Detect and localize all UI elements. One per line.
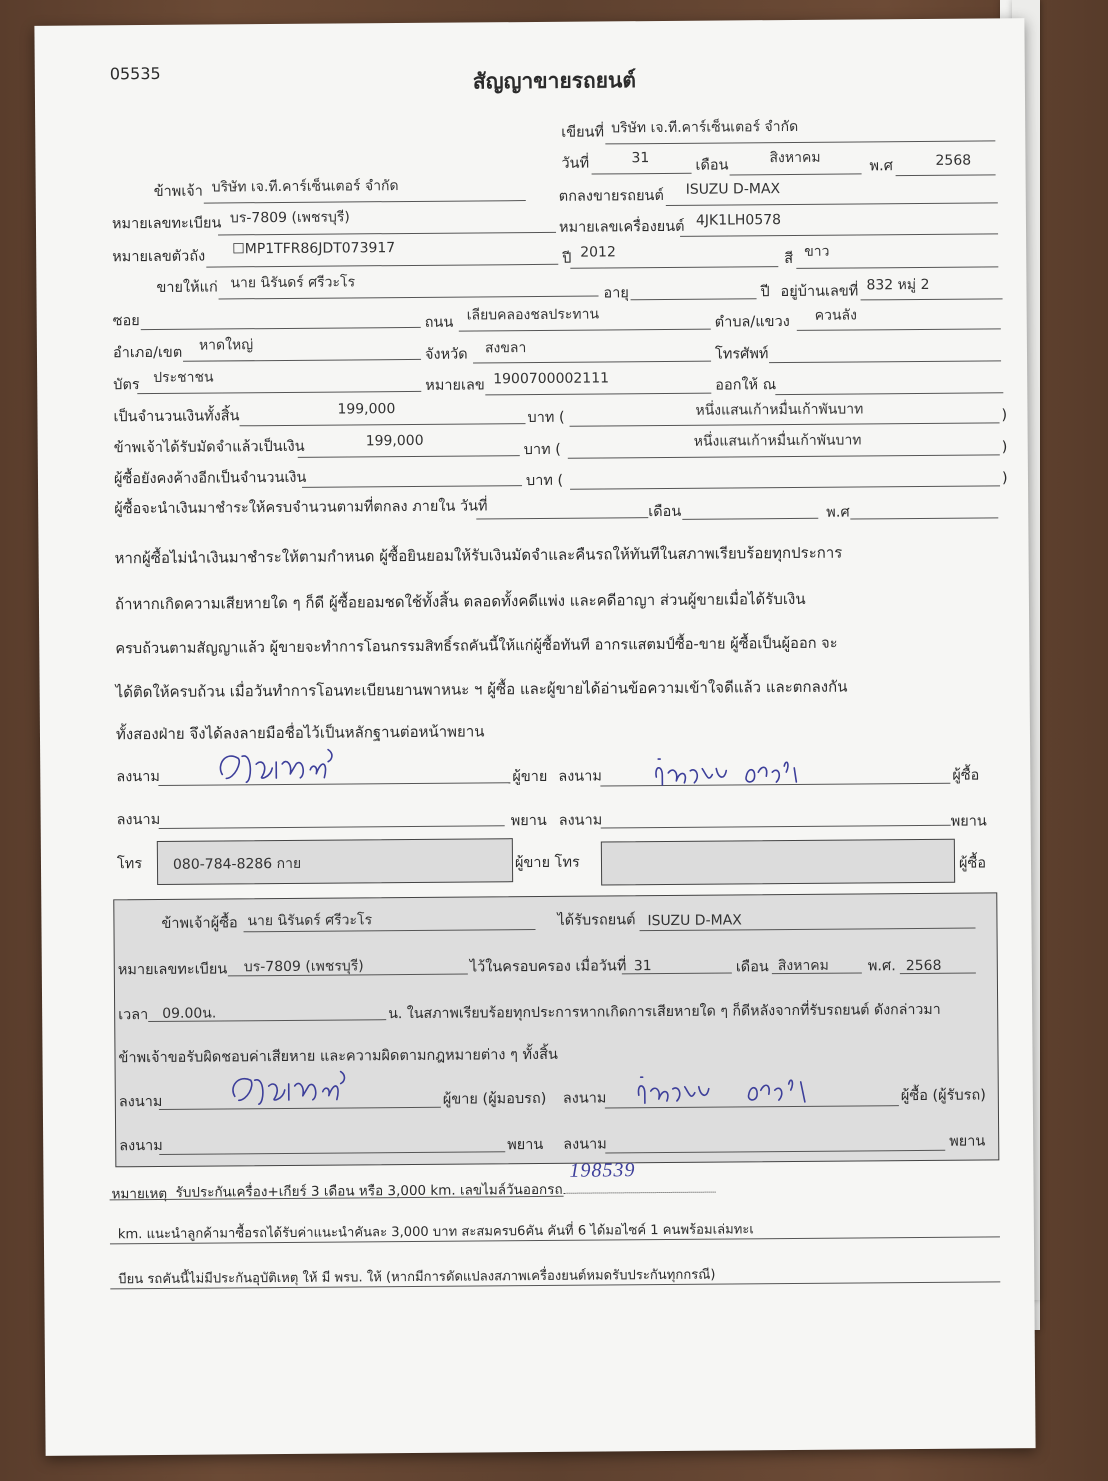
- received-label: ได้รับรถยนต์: [557, 912, 636, 929]
- notes-label: หมายเหตุ: [111, 1185, 168, 1203]
- sign-label-buyer: ลงนาม: [558, 768, 602, 785]
- plate-line: [218, 232, 556, 236]
- terms-line-3: ครบถ้วนตามสัญญาแล้ว ผู้ขายจะทำการโอนกรรมสิทธิ์รถคันนี้ให้แก่ผู้ซื้อทันที อากรแสตมป์ซื้อ-ขาย ผู้ซื้อเป็นผู้ออก จะ: [115, 634, 838, 658]
- plate-value: บร-7809 (เพชรบุรี): [229, 209, 350, 227]
- buyer-phone-role: ผู้ซื้อ: [958, 855, 987, 872]
- age-label: อายุ: [603, 285, 629, 302]
- time-label: เวลา: [118, 1007, 149, 1024]
- receipt-month-label: เดือน: [735, 959, 769, 976]
- agree-label: ตกลงขายรถยนต์: [558, 187, 664, 205]
- liability-text: ข้าพเจ้าขอรับผิดชอบค่าเสียหาย และความผิดตามกฎหมายต่าง ๆ ทั้งสิ้น: [118, 1046, 558, 1067]
- possession-label: ไว้ในครอบครอง เมื่อวันที่: [469, 958, 627, 976]
- deposit-close: ): [1001, 439, 1008, 456]
- total-value: 199,000: [337, 401, 396, 418]
- deposit-words-line: [568, 454, 1000, 458]
- car-model: ISUZU D-MAX: [685, 181, 781, 198]
- contract-paper: [34, 18, 1035, 1456]
- deposit-value: 199,000: [365, 432, 424, 450]
- color-label: สี: [784, 250, 794, 268]
- i-label: ข้าพเจ้า: [153, 183, 203, 200]
- age-unit: ปี: [760, 284, 770, 301]
- phone-line: [769, 360, 1001, 363]
- receipt-witness-1-role: พยาน: [507, 1136, 544, 1154]
- seller-role: ผู้ขาย: [512, 768, 548, 786]
- chassis-line: [206, 264, 558, 268]
- owed-baht: บาท (: [525, 472, 564, 490]
- terms-line-1: หากผู้ซื้อไม่นำเงินมาชำระให้ตามกำหนด ผู้ซื้อยินยอมให้รับเงินมัดจำและคืนรถให้ทันทีในสภาพเรียบร้อยทุกประการ: [114, 543, 843, 568]
- due-month-label: เดือน: [648, 503, 682, 521]
- buyer-phone-box: [601, 839, 955, 886]
- address-label: อยู่บ้านเลขที่: [780, 283, 859, 301]
- seller-line: [204, 200, 526, 204]
- seller-signature: [212, 744, 342, 793]
- district-label: อำเภอ/เขต: [112, 344, 183, 362]
- card-line: [137, 391, 421, 394]
- buyer-name: นาย นิรันดร์ ศรีวะโร: [230, 274, 356, 292]
- receipt-year: 2568: [905, 957, 942, 975]
- month-value: สิงหาคม: [769, 149, 821, 167]
- receipt-sign-label-3: ลงนาม: [119, 1137, 163, 1155]
- road-value: เลียบคลองชลประทาน: [466, 306, 600, 324]
- due-year-line: [850, 517, 998, 519]
- car-year-label: ปี: [562, 250, 572, 267]
- sign-label-seller: ลงนาม: [116, 768, 160, 786]
- total-words-line: [570, 422, 1000, 426]
- receipt-month: สิงหาคม: [777, 957, 829, 975]
- address-line: [861, 298, 1003, 300]
- subdistrict-value: ควนลัง: [814, 307, 857, 324]
- due-day-line: [476, 517, 648, 519]
- deposit-words: หนึ่งแสนเก้าหมื่นเก้าพันบาท: [693, 432, 862, 450]
- receipt-sign-label-1: ลงนาม: [118, 1093, 163, 1111]
- receipt-plate-label: หมายเลขทะเบียน: [117, 961, 228, 979]
- receipt-buyer-label: ข้าพเจ้าผู้ซื้อ: [161, 915, 238, 932]
- card-label: บัตร: [113, 377, 140, 394]
- notes-line-3: บียน รถคันนี้ไม่มีประกันอุบัติเหตุ ให้ มี พรบ. ให้ (หากมีการดัดแปลงสภาพเครื่องยนต์หมดรับประกันทุกกรณี): [118, 1267, 716, 1288]
- car-model-line: [666, 202, 998, 206]
- receipt-seller-signature: [225, 1067, 355, 1112]
- buyer-signature: [650, 754, 820, 791]
- due-month-line: [682, 518, 818, 520]
- total-words: หนึ่งแสนเก้าหมื่นเก้าพันบาท: [695, 401, 864, 419]
- receipt-buyer-role: ผู้ซื้อ (ผู้รับรถ): [900, 1087, 986, 1105]
- owed-label: ผู้ซื้อยังคงค้างอีกเป็นจำนวนเงิน: [113, 469, 307, 488]
- terms-line-2: ถ้าหากเกิดความเสียหายใด ๆ ก็ดี ผู้ซื้อยอมชดใช้ทั้งสิ้น ตลอดทั้งคดีแพ่ง และคดีอาญา ส่วนผู้ขายเมื่อได้รับเงิน: [114, 589, 806, 614]
- date-day-line: [592, 173, 692, 175]
- age-line: [631, 298, 757, 300]
- seller-phone: 080-784-8286 กาย: [172, 855, 302, 873]
- written-at-line: [605, 140, 995, 144]
- province-value: สงขลา: [484, 340, 527, 357]
- soi-label: ซอย: [112, 313, 140, 330]
- color-value: ขาว: [804, 243, 830, 260]
- color-line: [796, 266, 998, 269]
- month-line: [730, 173, 862, 175]
- phone-label-seller: โทร: [116, 856, 143, 873]
- notes-mileage-dots: [564, 1192, 716, 1194]
- owed-close: ): [1001, 470, 1008, 487]
- engine-value: 4JK1LH0578: [695, 212, 782, 229]
- issued-line: [775, 392, 1003, 395]
- chassis-value: ☐MP1TFR86JDT073917: [232, 240, 396, 258]
- month-label: เดือน: [695, 157, 729, 174]
- id-value: 1900700002111: [493, 370, 610, 388]
- written-at-value: บริษัท เจ.ที.คาร์เซ็นเตอร์ จำกัด: [611, 118, 799, 137]
- sold-to-label: ขายให้แก่: [156, 279, 218, 296]
- receipt-day: 31: [633, 958, 652, 975]
- seller-name: บริษัท เจ.ที.คาร์เซ็นเตอร์ จำกัด: [211, 178, 399, 196]
- issued-label: ออกให้ ณ: [715, 377, 777, 394]
- road-line: [459, 329, 711, 332]
- notes-mileage: 198539: [569, 1159, 636, 1182]
- deposit-baht: บาท (: [523, 441, 561, 459]
- sign-label-witness-1: ลงนาม: [116, 811, 161, 829]
- receipt-sign-label-2: ลงนาม: [562, 1090, 607, 1107]
- receipt-sign-label-4: ลงนาม: [563, 1136, 607, 1153]
- card-type: ประชาชน: [153, 369, 214, 386]
- notes-line-2: km. แนะนำลูกค้ามาซื้อรถได้รับค่าแนะนำคันละ 3,000 บาท สะสมครบ6คัน คันที่ 6 ได้มอไซค์ 1 คนพร้อมเล่มทะเ: [117, 1222, 754, 1243]
- province-line: [473, 361, 711, 364]
- total-close: ): [1001, 407, 1008, 424]
- deposit-line: [298, 455, 520, 458]
- district-value: หาดใหญ่: [198, 337, 254, 354]
- due-label: ผู้ซื้อจะนำเงินมาชำระให้ครบจำนวนตามที่ตกลง ภายใน วันที่: [114, 498, 488, 518]
- terms-line-5: ทั้งสองฝ่าย จึงได้ลงลายมือชื่อไว้เป็นหลักฐานต่อหน้าพยาน: [115, 722, 485, 744]
- soi-line: [141, 327, 421, 330]
- receipt-plate: บร-7809 (เพชรบุรี): [243, 958, 364, 976]
- total-label: เป็นจำนวนเงินทั้งสิ้น: [113, 408, 240, 426]
- total-baht: บาท (: [527, 409, 565, 427]
- sign-label-witness-2: ลงนาม: [558, 812, 603, 829]
- receipt-box: [113, 892, 999, 1167]
- receipt-seller-role: ผู้ขาย (ผู้มอบรถ): [442, 1090, 547, 1108]
- condition-text: น. ในสภาพเรียบร้อยทุกประการหากเกิดการเสียหายใด ๆ ก็ดีหลังจากที่รับรถยนต์ ดังกล่าวมา: [388, 1001, 941, 1023]
- buyer-line: [219, 295, 599, 299]
- province-label: จังหวัด: [424, 346, 468, 363]
- id-label: หมายเลข: [425, 377, 485, 394]
- year-line: [896, 174, 996, 176]
- phone-label: โทรศัพท์: [714, 346, 769, 363]
- witness-1-role: พยาน: [510, 812, 547, 830]
- id-line: [485, 393, 711, 396]
- witness-1-line: [159, 825, 505, 829]
- owed-words-line: [570, 485, 1000, 489]
- date-day: 31: [631, 150, 650, 167]
- plate-label: หมายเลขทะเบียน: [111, 215, 222, 233]
- road-label: ถนน: [424, 314, 454, 331]
- receipt-time: 09.00น.: [162, 1005, 217, 1022]
- witness-2-role: พยาน: [950, 813, 987, 830]
- owed-line: [302, 485, 522, 488]
- receipt-car: ISUZU D-MAX: [647, 912, 742, 930]
- receipt-year-label: พ.ศ.: [867, 958, 896, 975]
- witness-2-line: [601, 825, 951, 829]
- buyer-role: ผู้ซื้อ: [952, 767, 980, 784]
- doc-title: สัญญาขายรถยนต์: [472, 68, 637, 94]
- car-year-line: [570, 266, 778, 269]
- doc-number: 05535: [109, 63, 161, 84]
- notes-line-1: รับประกันเครื่อง+เกียร์ 3 เดือน หรือ 3,000 km. เลขไมล์วันออกรถ: [175, 1181, 563, 1201]
- total-line: [240, 423, 526, 426]
- engine-label: หมายเลขเครื่องยนต์: [558, 218, 685, 236]
- seller-phone-role: ผู้ขาย โทร: [514, 854, 580, 872]
- terms-line-4: ได้ติดให้ครบถ้วน เมื่อวันทำการโอนทะเบียนยานพาหนะ ฯ ผู้ซื้อ และผู้ขายได้อ่านข้อความเข้าใจดีแล้ว และตกลงกัน: [115, 677, 848, 702]
- district-line: [183, 359, 421, 362]
- year-value: 2568: [935, 152, 972, 169]
- written-at-label: เขียนที่: [561, 124, 605, 141]
- due-year-label: พ.ศ: [826, 504, 850, 521]
- receipt-witness-2-role: พยาน: [949, 1133, 986, 1150]
- subdistrict-label: ตำบล/แขวง: [714, 313, 790, 331]
- chassis-label: หมายเลขตัวถัง: [112, 248, 206, 266]
- address-value: 832 หมู่ 2: [866, 276, 930, 294]
- receipt-buyer: นาย นิรันดร์ ศรีวะโร: [247, 912, 373, 930]
- year-label: พ.ศ: [869, 158, 893, 175]
- deposit-label: ข้าพเจ้าได้รับมัดจำแล้วเป็นเงิน: [113, 438, 305, 457]
- car-year-value: 2012: [580, 244, 616, 261]
- receipt-buyer-signature: [633, 1070, 833, 1112]
- subdistrict-line: [797, 328, 1001, 331]
- date-label: วันที่: [561, 155, 590, 172]
- engine-line: [680, 233, 998, 236]
